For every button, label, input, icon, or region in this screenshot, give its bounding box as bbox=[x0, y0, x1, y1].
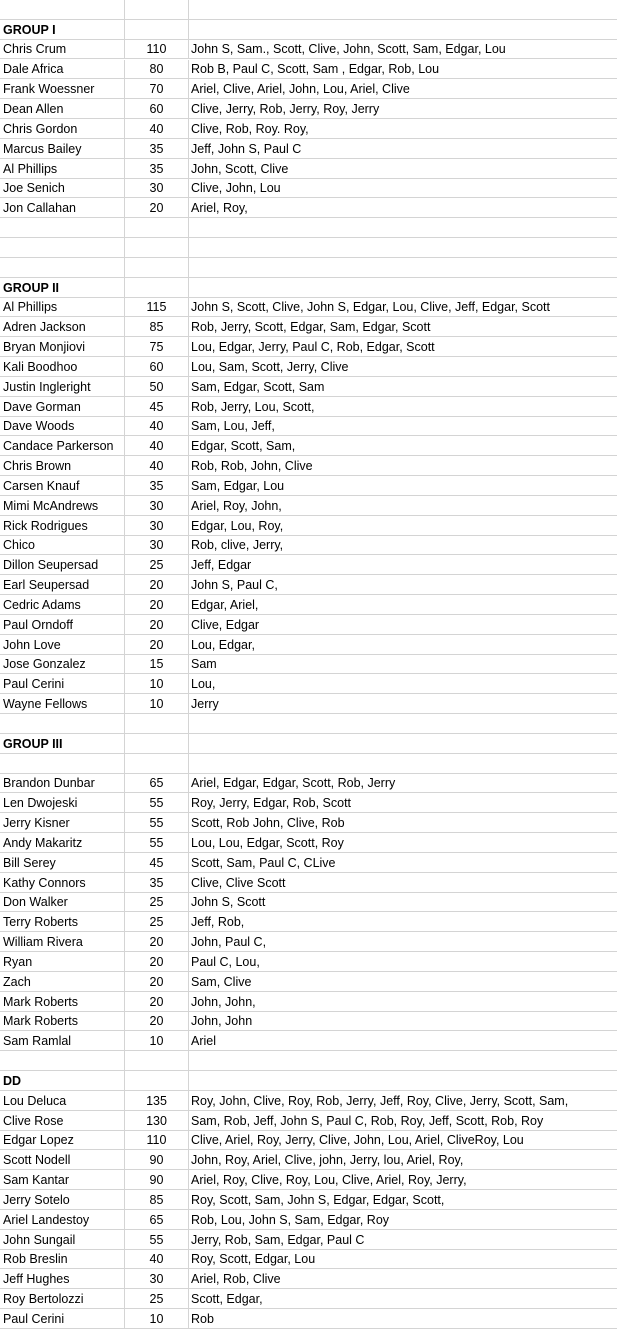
picks-cell[interactable]: Rob bbox=[189, 1309, 617, 1329]
name-cell[interactable]: John Love bbox=[0, 635, 125, 655]
name-cell[interactable]: Ariel Landestoy bbox=[0, 1210, 125, 1230]
table-row bbox=[0, 99, 617, 119]
picks-cell[interactable]: Roy, Scott, Edgar, Lou bbox=[189, 1250, 617, 1270]
score-cell[interactable]: 55 bbox=[125, 833, 189, 853]
table-row bbox=[0, 932, 617, 952]
table-row bbox=[0, 159, 617, 179]
score-cell[interactable]: 30 bbox=[125, 516, 189, 536]
score-cell[interactable]: 30 bbox=[125, 536, 189, 556]
table-row bbox=[0, 972, 617, 992]
name-cell[interactable]: Dale Africa bbox=[0, 60, 125, 80]
score-cell[interactable]: 20 bbox=[125, 595, 189, 615]
name-cell[interactable]: Andy Makaritz bbox=[0, 833, 125, 853]
picks-cell[interactable]: Jeff, Rob, bbox=[189, 912, 617, 932]
picks-cell[interactable]: Sam, Clive bbox=[189, 972, 617, 992]
table-row bbox=[0, 60, 617, 80]
table-row bbox=[0, 119, 617, 139]
score-cell[interactable]: 10 bbox=[125, 674, 189, 694]
table-row bbox=[0, 674, 617, 694]
picks-cell[interactable]: John, John, bbox=[189, 992, 617, 1012]
score-cell[interactable]: 50 bbox=[125, 377, 189, 397]
picks-cell[interactable]: Clive, Ariel, Roy, Jerry, Clive, John, Lou, Ariel, CliveRoy, Lou bbox=[189, 1131, 617, 1151]
name-cell[interactable]: Jose Gonzalez bbox=[0, 655, 125, 675]
picks-cell[interactable]: Sam, Lou, Jeff, bbox=[189, 417, 617, 437]
picks-cell[interactable]: Sam bbox=[189, 655, 617, 675]
score-cell[interactable]: 25 bbox=[125, 1289, 189, 1309]
picks-cell[interactable] bbox=[189, 714, 617, 734]
name-cell[interactable]: Lou Deluca bbox=[0, 1091, 125, 1111]
table-row bbox=[0, 714, 617, 734]
table-row bbox=[0, 555, 617, 575]
picks-cell[interactable]: Lou, Lou, Edgar, Scott, Roy bbox=[189, 833, 617, 853]
picks-cell[interactable] bbox=[189, 218, 617, 238]
table-row bbox=[0, 655, 617, 675]
picks-cell[interactable]: Clive, John, Lou bbox=[189, 179, 617, 199]
table-row bbox=[0, 516, 617, 536]
picks-cell[interactable]: Edgar, Scott, Sam, bbox=[189, 436, 617, 456]
table-row bbox=[0, 1230, 617, 1250]
table-row bbox=[0, 1131, 617, 1151]
score-cell[interactable]: 135 bbox=[125, 1091, 189, 1111]
score-cell[interactable] bbox=[125, 1071, 189, 1091]
table-row bbox=[0, 912, 617, 932]
name-cell[interactable]: Rick Rodrigues bbox=[0, 516, 125, 536]
name-cell[interactable]: Jeff Hughes bbox=[0, 1269, 125, 1289]
score-cell[interactable]: 60 bbox=[125, 357, 189, 377]
name-cell[interactable]: Terry Roberts bbox=[0, 912, 125, 932]
picks-cell[interactable]: Roy, John, Clive, Roy, Rob, Jerry, Jeff, Roy, Clive, Jerry, Scott, Sam, bbox=[189, 1091, 617, 1111]
name-cell[interactable]: Len Dwojeski bbox=[0, 793, 125, 813]
picks-cell[interactable]: Lou, Edgar, Jerry, Paul C, Rob, Edgar, Scott bbox=[189, 337, 617, 357]
picks-cell[interactable]: Clive, Edgar bbox=[189, 615, 617, 635]
picks-cell[interactable]: Ariel, Roy, Clive, Roy, Lou, Clive, Ariel, Roy, Jerry, bbox=[189, 1170, 617, 1190]
score-cell[interactable]: 80 bbox=[125, 60, 189, 80]
picks-cell[interactable]: Scott, Sam, Paul C, CLive bbox=[189, 853, 617, 873]
table-row bbox=[0, 436, 617, 456]
score-cell[interactable]: 40 bbox=[125, 1250, 189, 1270]
score-cell[interactable]: 110 bbox=[125, 40, 189, 60]
score-cell[interactable]: 90 bbox=[125, 1150, 189, 1170]
score-cell[interactable] bbox=[125, 258, 189, 278]
name-cell[interactable] bbox=[0, 218, 125, 238]
name-cell[interactable]: Dillon Seupersad bbox=[0, 555, 125, 575]
name-cell[interactable]: Adren Jackson bbox=[0, 317, 125, 337]
name-cell[interactable]: Jerry Sotelo bbox=[0, 1190, 125, 1210]
picks-cell[interactable]: Ariel, Roy, John, bbox=[189, 496, 617, 516]
score-cell[interactable] bbox=[125, 754, 189, 774]
score-cell[interactable]: 30 bbox=[125, 1269, 189, 1289]
table-row bbox=[0, 793, 617, 813]
score-cell[interactable]: 65 bbox=[125, 774, 189, 794]
name-cell[interactable]: Marcus Bailey bbox=[0, 139, 125, 159]
score-cell[interactable]: 30 bbox=[125, 496, 189, 516]
score-cell[interactable] bbox=[125, 0, 189, 20]
picks-cell[interactable]: Rob, Rob, John, Clive bbox=[189, 456, 617, 476]
score-cell[interactable]: 115 bbox=[125, 298, 189, 318]
score-cell[interactable]: 30 bbox=[125, 179, 189, 199]
score-cell[interactable]: 35 bbox=[125, 476, 189, 496]
table-row bbox=[0, 536, 617, 556]
score-cell[interactable] bbox=[125, 20, 189, 40]
score-cell[interactable]: 85 bbox=[125, 317, 189, 337]
table-row bbox=[0, 575, 617, 595]
picks-cell[interactable] bbox=[189, 238, 617, 258]
group-header-row bbox=[0, 734, 617, 754]
score-cell[interactable]: 90 bbox=[125, 1170, 189, 1190]
picks-cell[interactable] bbox=[189, 0, 617, 20]
score-cell[interactable]: 70 bbox=[125, 79, 189, 99]
picks-cell[interactable] bbox=[189, 258, 617, 278]
name-cell[interactable]: Justin Ingleright bbox=[0, 377, 125, 397]
score-cell[interactable]: 85 bbox=[125, 1190, 189, 1210]
score-cell[interactable]: 35 bbox=[125, 139, 189, 159]
table-row bbox=[0, 357, 617, 377]
name-cell[interactable]: Bill Serey bbox=[0, 853, 125, 873]
name-cell[interactable]: Rob Breslin bbox=[0, 1250, 125, 1270]
picks-cell[interactable]: Ariel bbox=[189, 1031, 617, 1051]
table-row bbox=[0, 417, 617, 437]
table-row bbox=[0, 952, 617, 972]
picks-cell[interactable]: Paul C, Lou, bbox=[189, 952, 617, 972]
table-row bbox=[0, 873, 617, 893]
table-row bbox=[0, 754, 617, 774]
score-cell[interactable]: 20 bbox=[125, 615, 189, 635]
table-row bbox=[0, 238, 617, 258]
table-row bbox=[0, 40, 617, 60]
picks-cell[interactable]: Ariel, Rob, Clive bbox=[189, 1269, 617, 1289]
table-row bbox=[0, 1190, 617, 1210]
name-cell[interactable]: Paul Cerini bbox=[0, 1309, 125, 1329]
table-row bbox=[0, 1012, 617, 1032]
table-row bbox=[0, 456, 617, 476]
score-cell[interactable]: 65 bbox=[125, 1210, 189, 1230]
picks-cell[interactable]: Sam, Rob, Jeff, John S, Paul C, Rob, Roy, Jeff, Scott, Rob, Roy bbox=[189, 1111, 617, 1131]
name-cell[interactable]: Paul Cerini bbox=[0, 674, 125, 694]
score-cell[interactable]: 40 bbox=[125, 417, 189, 437]
picks-cell[interactable]: Ariel, Clive, Ariel, John, Lou, Ariel, Clive bbox=[189, 79, 617, 99]
score-cell[interactable]: 45 bbox=[125, 853, 189, 873]
picks-cell[interactable]: Lou, Edgar, bbox=[189, 635, 617, 655]
picks-cell[interactable]: John S, Scott, Clive, John S, Edgar, Lou, Clive, Jeff, Edgar, Scott bbox=[189, 298, 617, 318]
picks-cell[interactable]: Jerry bbox=[189, 694, 617, 714]
picks-cell[interactable]: Jeff, Edgar bbox=[189, 555, 617, 575]
table-row bbox=[0, 337, 617, 357]
score-cell[interactable]: 55 bbox=[125, 1230, 189, 1250]
picks-cell[interactable]: John, Scott, Clive bbox=[189, 159, 617, 179]
table-row bbox=[0, 1150, 617, 1170]
score-cell[interactable]: 40 bbox=[125, 119, 189, 139]
picks-cell[interactable] bbox=[189, 20, 617, 40]
group-header-row bbox=[0, 278, 617, 298]
table-row bbox=[0, 635, 617, 655]
table-row bbox=[0, 179, 617, 199]
table-row bbox=[0, 1051, 617, 1071]
name-cell[interactable]: Carsen Knauf bbox=[0, 476, 125, 496]
picks-cell[interactable]: Edgar, Ariel, bbox=[189, 595, 617, 615]
table-row bbox=[0, 615, 617, 635]
picks-cell[interactable]: Lou, Sam, Scott, Jerry, Clive bbox=[189, 357, 617, 377]
name-cell[interactable]: Mimi McAndrews bbox=[0, 496, 125, 516]
picks-cell[interactable]: Rob B, Paul C, Scott, Sam , Edgar, Rob, Lou bbox=[189, 60, 617, 80]
score-cell[interactable]: 20 bbox=[125, 575, 189, 595]
picks-cell[interactable]: Ariel, Roy, bbox=[189, 198, 617, 218]
table-row bbox=[0, 694, 617, 714]
name-cell[interactable] bbox=[0, 714, 125, 734]
picks-cell[interactable]: Sam, Edgar, Lou bbox=[189, 476, 617, 496]
table-row bbox=[0, 853, 617, 873]
score-cell[interactable]: 20 bbox=[125, 932, 189, 952]
picks-cell[interactable]: Edgar, Lou, Roy, bbox=[189, 516, 617, 536]
name-cell[interactable]: Sam Kantar bbox=[0, 1170, 125, 1190]
name-cell[interactable]: Dave Woods bbox=[0, 417, 125, 437]
name-cell[interactable]: John Sungail bbox=[0, 1230, 125, 1250]
table-row bbox=[0, 218, 617, 238]
picks-cell[interactable]: John, Paul C, bbox=[189, 932, 617, 952]
name-cell[interactable]: Scott Nodell bbox=[0, 1150, 125, 1170]
picks-cell[interactable]: Scott, Edgar, bbox=[189, 1289, 617, 1309]
name-cell[interactable]: DD bbox=[0, 1071, 125, 1091]
score-cell[interactable]: 35 bbox=[125, 159, 189, 179]
table-row bbox=[0, 1111, 617, 1131]
score-cell[interactable]: 20 bbox=[125, 972, 189, 992]
table-row bbox=[0, 496, 617, 516]
table-row bbox=[0, 79, 617, 99]
name-cell[interactable]: Chico bbox=[0, 536, 125, 556]
picks-cell[interactable]: Jerry, Rob, Sam, Edgar, Paul C bbox=[189, 1230, 617, 1250]
picks-cell[interactable] bbox=[189, 1071, 617, 1091]
picks-cell[interactable]: John S, Sam., Scott, Clive, John, Scott, Sam, Edgar, Lou bbox=[189, 40, 617, 60]
name-cell[interactable]: Chris Brown bbox=[0, 456, 125, 476]
name-cell[interactable]: Clive Rose bbox=[0, 1111, 125, 1131]
picks-cell[interactable]: Ariel, Edgar, Edgar, Scott, Rob, Jerry bbox=[189, 774, 617, 794]
name-cell[interactable]: Paul Orndoff bbox=[0, 615, 125, 635]
name-cell[interactable]: Sam Ramlal bbox=[0, 1031, 125, 1051]
name-cell[interactable]: Earl Seupersad bbox=[0, 575, 125, 595]
table-row bbox=[0, 595, 617, 615]
group-header-row bbox=[0, 1071, 617, 1091]
score-cell[interactable]: 130 bbox=[125, 1111, 189, 1131]
score-cell[interactable]: 110 bbox=[125, 1131, 189, 1151]
score-cell[interactable] bbox=[125, 734, 189, 754]
name-cell[interactable]: GROUP I bbox=[0, 20, 125, 40]
table-row bbox=[0, 1170, 617, 1190]
name-cell[interactable] bbox=[0, 1051, 125, 1071]
name-cell[interactable]: Al Phillips bbox=[0, 159, 125, 179]
score-cell[interactable]: 55 bbox=[125, 813, 189, 833]
score-cell[interactable] bbox=[125, 714, 189, 734]
score-cell[interactable]: 60 bbox=[125, 99, 189, 119]
score-cell[interactable]: 25 bbox=[125, 893, 189, 913]
score-cell[interactable]: 25 bbox=[125, 912, 189, 932]
score-cell[interactable] bbox=[125, 218, 189, 238]
picks-cell[interactable]: John S, Scott bbox=[189, 893, 617, 913]
score-cell[interactable]: 15 bbox=[125, 655, 189, 675]
picks-cell[interactable]: Sam, Edgar, Scott, Sam bbox=[189, 377, 617, 397]
score-cell[interactable] bbox=[125, 238, 189, 258]
table-row bbox=[0, 1250, 617, 1270]
name-cell[interactable]: Brandon Dunbar bbox=[0, 774, 125, 794]
picks-cell[interactable]: Rob, Jerry, Lou, Scott, bbox=[189, 397, 617, 417]
name-cell[interactable]: Jerry Kisner bbox=[0, 813, 125, 833]
table-row bbox=[0, 0, 617, 20]
name-cell[interactable] bbox=[0, 0, 125, 20]
picks-cell[interactable]: Rob, Jerry, Scott, Edgar, Sam, Edgar, Scott bbox=[189, 317, 617, 337]
score-cell[interactable]: 40 bbox=[125, 456, 189, 476]
score-cell[interactable]: 10 bbox=[125, 694, 189, 714]
table-row bbox=[0, 139, 617, 159]
picks-cell[interactable]: Clive, Rob, Roy. Roy, bbox=[189, 119, 617, 139]
table-row bbox=[0, 992, 617, 1012]
table-row bbox=[0, 774, 617, 794]
name-cell[interactable]: Joe Senich bbox=[0, 179, 125, 199]
name-cell[interactable]: Dave Gorman bbox=[0, 397, 125, 417]
score-cell[interactable]: 20 bbox=[125, 198, 189, 218]
name-cell[interactable] bbox=[0, 258, 125, 278]
picks-cell[interactable]: Jeff, John S, Paul C bbox=[189, 139, 617, 159]
table-row bbox=[0, 377, 617, 397]
name-cell[interactable]: Edgar Lopez bbox=[0, 1131, 125, 1151]
table-row bbox=[0, 198, 617, 218]
score-cell[interactable]: 40 bbox=[125, 436, 189, 456]
score-cell[interactable]: 55 bbox=[125, 793, 189, 813]
picks-cell[interactable] bbox=[189, 734, 617, 754]
table-row bbox=[0, 893, 617, 913]
name-cell[interactable]: Frank Woessner bbox=[0, 79, 125, 99]
score-cell[interactable]: 35 bbox=[125, 873, 189, 893]
name-cell[interactable]: Bryan Monjiovi bbox=[0, 337, 125, 357]
name-cell[interactable]: Mark Roberts bbox=[0, 992, 125, 1012]
table-row bbox=[0, 1309, 617, 1329]
table-row bbox=[0, 397, 617, 417]
score-cell[interactable]: 20 bbox=[125, 952, 189, 972]
name-cell[interactable]: Wayne Fellows bbox=[0, 694, 125, 714]
name-cell[interactable]: Kathy Connors bbox=[0, 873, 125, 893]
name-cell[interactable]: William Rivera bbox=[0, 932, 125, 952]
table-row bbox=[0, 1269, 617, 1289]
name-cell[interactable] bbox=[0, 238, 125, 258]
name-cell[interactable]: Candace Parkerson bbox=[0, 436, 125, 456]
picks-cell[interactable]: Lou, bbox=[189, 674, 617, 694]
score-cell[interactable] bbox=[125, 1051, 189, 1071]
table-row bbox=[0, 1210, 617, 1230]
table-row bbox=[0, 833, 617, 853]
table-row bbox=[0, 1289, 617, 1309]
picks-cell[interactable]: Scott, Rob John, Clive, Rob bbox=[189, 813, 617, 833]
picks-cell[interactable]: Rob, clive, Jerry, bbox=[189, 536, 617, 556]
table-row bbox=[0, 813, 617, 833]
picks-cell[interactable]: Clive, Clive Scott bbox=[189, 873, 617, 893]
score-cell[interactable]: 20 bbox=[125, 635, 189, 655]
group-header-row bbox=[0, 20, 617, 40]
name-cell[interactable]: Roy Bertolozzi bbox=[0, 1289, 125, 1309]
score-cell[interactable]: 10 bbox=[125, 1309, 189, 1329]
picks-cell[interactable]: John, John bbox=[189, 1012, 617, 1032]
table-row bbox=[0, 1031, 617, 1051]
score-cell[interactable]: 45 bbox=[125, 397, 189, 417]
name-cell[interactable]: GROUP II bbox=[0, 278, 125, 298]
picks-cell[interactable]: Rob, Lou, John S, Sam, Edgar, Roy bbox=[189, 1210, 617, 1230]
score-cell[interactable]: 20 bbox=[125, 992, 189, 1012]
name-cell[interactable]: Al Phillips bbox=[0, 298, 125, 318]
name-cell[interactable]: Don Walker bbox=[0, 893, 125, 913]
table-row bbox=[0, 1091, 617, 1111]
name-cell[interactable]: Cedric Adams bbox=[0, 595, 125, 615]
picks-cell[interactable] bbox=[189, 278, 617, 298]
name-cell[interactable]: Dean Allen bbox=[0, 99, 125, 119]
picks-cell[interactable]: John S, Paul C, bbox=[189, 575, 617, 595]
picks-cell[interactable] bbox=[189, 1051, 617, 1071]
name-cell[interactable]: Chris Crum bbox=[0, 40, 125, 60]
table-row bbox=[0, 298, 617, 318]
picks-cell[interactable] bbox=[189, 754, 617, 774]
name-cell[interactable]: Kali Boodhoo bbox=[0, 357, 125, 377]
name-cell[interactable]: GROUP III bbox=[0, 734, 125, 754]
name-cell[interactable]: Mark Roberts bbox=[0, 1012, 125, 1032]
table-row bbox=[0, 476, 617, 496]
score-cell[interactable]: 10 bbox=[125, 1031, 189, 1051]
name-cell[interactable] bbox=[0, 754, 125, 774]
score-cell[interactable] bbox=[125, 278, 189, 298]
score-cell[interactable]: 25 bbox=[125, 555, 189, 575]
name-cell[interactable]: Jon Callahan bbox=[0, 198, 125, 218]
name-cell[interactable]: Chris Gordon bbox=[0, 119, 125, 139]
table-row bbox=[0, 258, 617, 278]
picks-cell[interactable]: Clive, Jerry, Rob, Jerry, Roy, Jerry bbox=[189, 99, 617, 119]
name-cell[interactable]: Ryan bbox=[0, 952, 125, 972]
table-row bbox=[0, 317, 617, 337]
picks-cell[interactable]: John, Roy, Ariel, Clive, john, Jerry, lou, Ariel, Roy, bbox=[189, 1150, 617, 1170]
picks-cell[interactable]: Roy, Scott, Sam, John S, Edgar, Edgar, Scott, bbox=[189, 1190, 617, 1210]
picks-cell[interactable]: Roy, Jerry, Edgar, Rob, Scott bbox=[189, 793, 617, 813]
name-cell[interactable]: Zach bbox=[0, 972, 125, 992]
score-cell[interactable]: 20 bbox=[125, 1012, 189, 1032]
score-cell[interactable]: 75 bbox=[125, 337, 189, 357]
